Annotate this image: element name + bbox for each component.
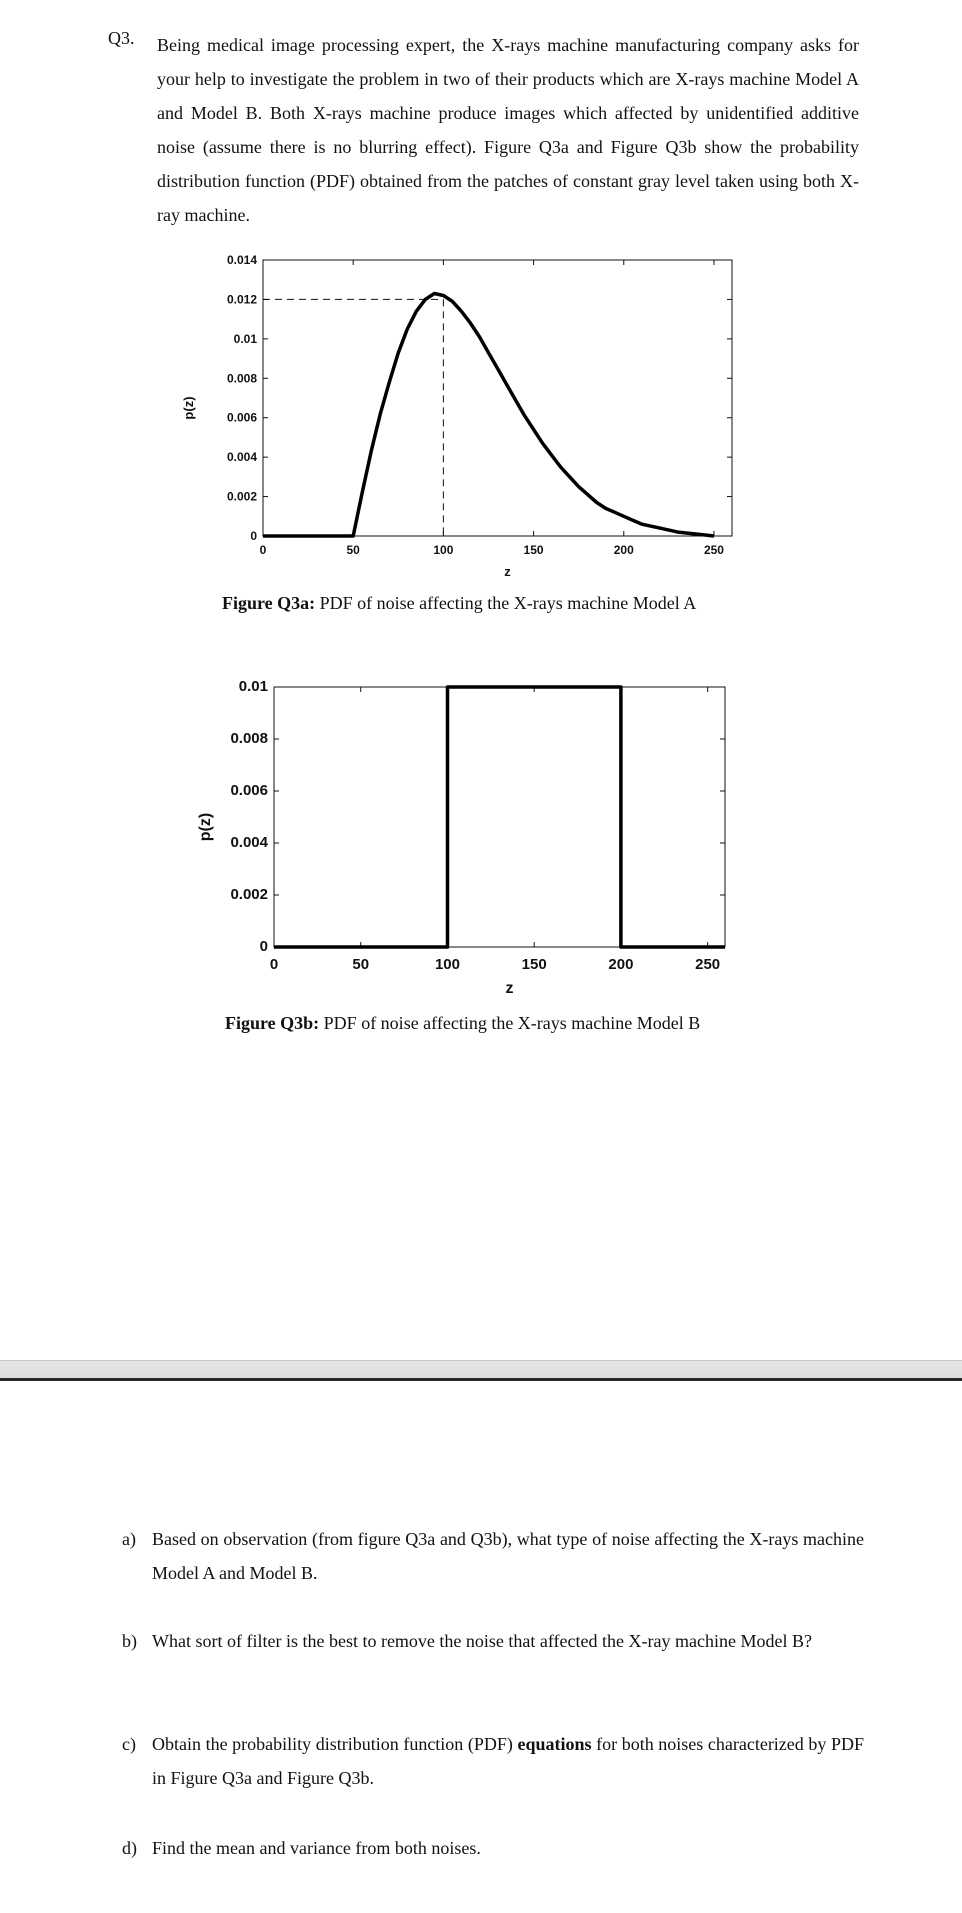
figure-q3b-series-line <box>274 687 725 947</box>
figure-q3b-chart <box>0 670 760 1020</box>
figure-q3a-series-line <box>263 294 714 537</box>
figure-q3b-y-tick-label: 0.01 <box>238 678 268 695</box>
figure-q3b-caption-label: Figure Q3b: <box>225 1013 320 1033</box>
figure-q3a-x-tick-label: 200 <box>613 543 634 557</box>
figure-q3a-y-axis-label: p(z) <box>181 396 196 420</box>
sub-question-d <box>122 1831 864 1865</box>
figure-q3b-x-tick-label: 200 <box>608 956 634 973</box>
figure-q3a-svg <box>0 240 760 595</box>
sub-question-c-text-before: Obtain the probability distribution function (PDF) <box>152 1734 518 1754</box>
figure-q3a-y-tick-label: 0.014 <box>226 253 257 267</box>
sub-question-a-text: Based on observation (from figure Q3a and Q3b), what type of noise affecting the X-rays machine Model A and Model B. <box>152 1529 864 1583</box>
question-intro: Being medical image processing expert, the X-rays machine manufacturing company asks for your help to investigate the problem in two of their products which are X-rays machine Model A and Model B. Both X-rays machine produce images which affected by unidentified additive noise (assume there is no blurring effect). Figure Q3a and Figure Q3b show the probability distribution function (PDF) obtained from the patches of constant gray level taken using both X-ray machine. <box>157 35 859 225</box>
figure-q3b-y-tick-label: 0.006 <box>230 782 268 799</box>
figure-q3b-y-axis-label: p(z) <box>197 812 214 842</box>
sub-question-c-label: c) <box>122 1734 136 1754</box>
figure-q3b-svg <box>0 670 760 1020</box>
sub-question-b-text: What sort of filter is the best to remove the noise that affected the X-ray machine Model B? <box>152 1631 812 1651</box>
page-separator <box>0 1360 962 1381</box>
figure-q3a-x-tick-label: 100 <box>433 543 454 557</box>
figure-q3b-x-tick-label: 100 <box>434 956 460 973</box>
figure-q3b-y-tick-label: 0.002 <box>230 886 268 903</box>
figure-q3b-x-tick-label: 250 <box>695 956 721 973</box>
figure-q3a-y-tick-label: 0.006 <box>226 410 257 425</box>
figure-q3a-y-tick-label: 0.01 <box>233 331 257 346</box>
figure-q3b-y-tick-label: 0 <box>259 938 268 955</box>
figure-q3b-x-axis-label: z <box>505 980 514 997</box>
sub-question-a <box>122 1522 864 1590</box>
figure-q3a-x-tick-label: 0 <box>259 543 267 557</box>
figure-q3a-y-tick-label: 0.012 <box>226 292 257 307</box>
figure-q3b-x-tick-label: 50 <box>352 956 370 973</box>
figure-q3a-x-axis-label: z <box>504 564 511 579</box>
figure-q3a-x-tick-label: 250 <box>703 543 724 557</box>
figure-q3a-plot-frame <box>263 260 732 536</box>
figure-q3a-caption-text: PDF of noise affecting the X-rays machine Model A <box>315 593 697 613</box>
sub-question-a-label: a) <box>122 1529 136 1549</box>
figure-q3b-plot-frame <box>274 687 725 947</box>
figure-q3b-caption <box>225 1013 700 1034</box>
figure-q3b-caption-text: PDF of noise affecting the X-rays machine Model B <box>319 1013 701 1033</box>
figure-q3a-y-tick-label: 0.004 <box>226 450 257 465</box>
figure-q3a-chart <box>0 240 760 595</box>
figure-q3a-caption-label: Figure Q3a: <box>222 593 316 613</box>
figure-q3a-x-tick-label: 50 <box>346 543 360 557</box>
figure-q3a-caption <box>222 593 696 614</box>
page-separator-line <box>0 1378 962 1381</box>
figure-q3b-x-tick-label: 150 <box>521 956 547 973</box>
sub-question-b <box>122 1624 864 1658</box>
question-number: Q3. <box>108 28 135 48</box>
figure-q3b-x-tick-label: 0 <box>269 956 279 973</box>
figure-q3a-y-tick-label: 0.008 <box>226 371 257 386</box>
sub-question-c-text-bold: equations <box>517 1734 592 1754</box>
figure-q3b-y-tick-label: 0.008 <box>230 730 268 747</box>
sub-question-b-label: b) <box>122 1631 137 1651</box>
figure-q3a-y-tick-label: 0 <box>250 529 257 543</box>
sub-question-c <box>122 1727 864 1795</box>
figure-q3a-y-tick-label: 0.002 <box>226 489 257 504</box>
sub-question-c-text-after: for both noises characterized by PDF in Figure Q3a and Figure Q3b. <box>152 1734 864 1788</box>
figure-q3a-x-tick-label: 150 <box>523 543 544 557</box>
figure-q3b-y-tick-label: 0.004 <box>230 834 268 851</box>
sub-question-d-label: d) <box>122 1838 137 1858</box>
sub-question-d-text: Find the mean and variance from both noises. <box>152 1838 481 1858</box>
